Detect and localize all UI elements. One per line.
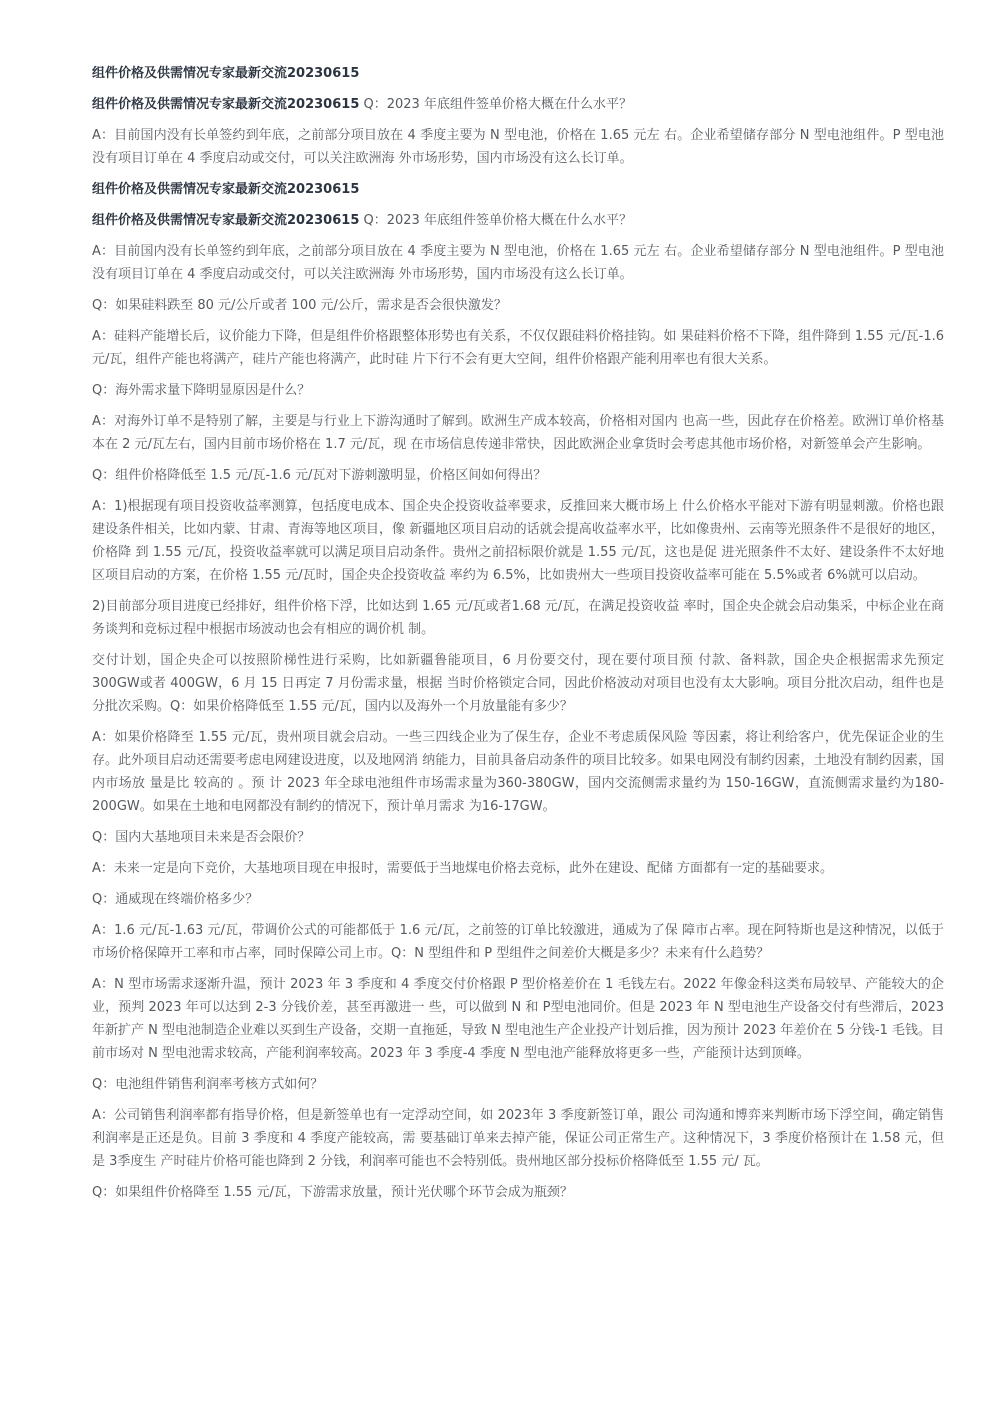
paragraph: Q：通威现在终端价格多少？ <box>92 892 259 907</box>
paragraph: Q：如果硅料跌至 80 元/公斤或者 100 元/公斤，需求是否会很快激发？ <box>92 298 507 313</box>
lead-bold-title: 组件价格及供需情况专家最新交流20230615 <box>92 97 360 112</box>
paragraph: A：N 型市场需求逐渐升温，预计 2023 年 3 季度和 4 季度交付价格跟 P 型价格差价在 1 毛钱左右。2022 年像金科这类布局较早、产能较大的企业，预判 2023 年可以达到 2-3 分钱价差，甚至再激进一 些，可以做到 N 和 P型电池同价。但是 2023 年 N 型电池生产设备交付有些滞后，2023 年新扩产 N 型电池制造企业难以买到生产设备，交期一直拖延，导致 N 型电池生产企业投产计划后推，因为预计 2023 年差价在 5 分钱-1 毛钱。目前市场对 N 型电池需求较高，产能利润率较高。2023 年 3 季度-4 季度 N 型电池产能释放将更多一些，产能预计达到顶峰。 <box>92 977 944 1061</box>
paragraph: A：目前国内没有长单签约到年底，之前部分项目放在 4 季度主要为 N 型电池，价格在 1.65 元左 右。企业希望储存部分 N 型电池组件。P 型电池没有项目订单在 4 季度启动或交付，可以关注欧洲海 外市场形势，国内市场没有这么长订单。 <box>92 128 944 166</box>
paragraph: A：1)根据现有项目投资收益率测算，包括度电成本、国企央企投资收益率要求，反推回来大概市场上 什么价格水平能对下游有明显刺激。价格也跟建设条件相关，比如内蒙、甘肃、青海等地区项目，像 新疆地区项目启动的话就会提高收益率水平，比如像贵州、云南等光照条件不是很好的地区，价格降 到 1.55 元/瓦，投资收益率就可以满足项目启动条件。贵州之前招标限价就是 1.55 元/瓦，这也是促 进光照条件不太好、建设条件不太好地区项目启动的方案，在价格 1.55 元/瓦时，国企央企投资收益 率约为 6.5%，比如贵州大一些项目投资收益率可能在 5.5%或者 6%就可以启动。 <box>92 499 944 583</box>
paragraph: A：公司销售利润率都有指导价格，但是新签单也有一定浮动空间，如 2023年 3 季度新签订单，跟公 司沟通和博弈来判断市场下浮空间，确定销售利润率是正还是负。目前 3 季度和 4 季度产能较高，需 要基础订单来去掉产能，保证公司正常生产。这种情况下，3 季度价格预计在 1.58 元，但是 3季度生 产时硅片价格可能也降到 2 分钱，利润率可能也不会特别低。贵州地区部分投标价格降低至 1.55 元/ 瓦。 <box>92 1108 944 1169</box>
section-title: 组件价格及供需情况专家最新交流20230615 <box>92 182 360 197</box>
paragraph: Q：如果组件价格降至 1.55 元/瓦，下游需求放量，预计光伏哪个环节会成为瓶颈？ <box>92 1185 573 1200</box>
paragraph: Q：组件价格降低至 1.5 元/瓦-1.6 元/瓦对下游刺激明显，价格区间如何得出？ <box>92 468 547 483</box>
paragraph: 交付计划，国企央企可以按照阶梯性进行采购，比如新疆鲁能项目，6 月份要交付，现在要付项目预 付款、备料款，国企央企根据需求先预定 300GW或者 400GW，6 月 15 日再定 7 月份需求量，根据 当时价格锁定合同，因此价格波动对项目也没有太大影响。项目分批次启动，组件也是分批次采购。Q：如果价格降低至 1.55 元/瓦，国内以及海外一个月放量能有多少？ <box>92 653 944 714</box>
paragraph: A：未来一定是向下竞价，大基地项目现在申报时，需要低于当地煤电价格去竞标，此外在建设、配储 方面都有一定的基础要求。 <box>92 861 834 876</box>
paragraph: A：对海外订单不是特别了解，主要是与行业上下游沟通时了解到。欧洲生产成本较高，价格相对国内 也高一些，因此存在价格差。欧洲订单价格基本在 2 元/瓦左右，国内目前市场价格在 1.7 元/瓦，现 在市场信息传递非常快，因此欧洲企业拿货时会考虑其他市场价格，对新签单会产生影响。 <box>92 414 944 452</box>
paragraph: Q：国内大基地项目未来是否会限价？ <box>92 830 311 845</box>
paragraph: Q：海外需求量下降明显原因是什么？ <box>92 383 311 398</box>
lead-question: Q：2023 年底组件签单价格大概在什么水平？ <box>359 97 632 112</box>
paragraph: Q：电池组件销售利润率考核方式如何？ <box>92 1077 324 1092</box>
lead-paragraph <box>92 93 944 116</box>
lead-paragraph <box>92 209 944 232</box>
paragraph: A：1.6 元/瓦-1.63 元/瓦，带调价公式的可能都低于 1.6 元/瓦，之前签的订单比较激进，通威为了保 障市占率。现在阿特斯也是这种情况，以低于市场价格保障开工率和市占率，同时保障公司上市。Q：N 型组件和 P 型组件之间差价大概是多少？未来有什么趋势？ <box>92 923 944 961</box>
document-body <box>92 62 944 1212</box>
lead-bold-title: 组件价格及供需情况专家最新交流20230615 <box>92 213 360 228</box>
paragraph: A：硅料产能增长后，议价能力下降，但是组件价格跟整体形势也有关系，不仅仅跟硅料价格挂钩。如 果硅料价格不下降，组件降到 1.55 元/瓦-1.6元/瓦，组件产能也将满产，硅片产能也将满产，此时硅 片下行不会有更大空间，组件价格跟产能利用率也有很大关系。 <box>92 329 944 367</box>
paragraph: 2)目前部分项目进度已经排好，组件价格下浮，比如达到 1.65 元/瓦或者1.68 元/瓦，在满足投资收益 率时，国企央企就会启动集采，中标企业在商务谈判和竞标过程中根据市场波动也会有相应的调价机 制。 <box>92 599 944 637</box>
paragraph: A：如果价格降至 1.55 元/瓦，贵州项目就会启动。一些三四线企业为了保生存，企业不考虑质保风险 等因素，将让利给客户，优先保证企业的生存。此外项目启动还需要考虑电网建设进度，以及地网消 纳能力，目前具备启动条件的项目比较多。如果电网没有制约因素，土地没有制约因素，国内市场放 量是比 较高的 。预 计 2023 年全球电池组件市场需求量为360-380GW，国内交流侧需求量约为 150-16GW，直流侧需求量约为180-200GW。如果在土地和电网都没有制约的情况下，预计单月需求 为16-17GW。 <box>92 730 944 814</box>
lead-question: Q：2023 年底组件签单价格大概在什么水平？ <box>359 213 632 228</box>
section-title: 组件价格及供需情况专家最新交流20230615 <box>92 66 360 81</box>
paragraph: A：目前国内没有长单签约到年底，之前部分项目放在 4 季度主要为 N 型电池，价格在 1.65 元左 右。企业希望储存部分 N 型电池组件。P 型电池没有项目订单在 4 季度启动或交付，可以关注欧洲海 外市场形势，国内市场没有这么长订单。 <box>92 244 944 282</box>
